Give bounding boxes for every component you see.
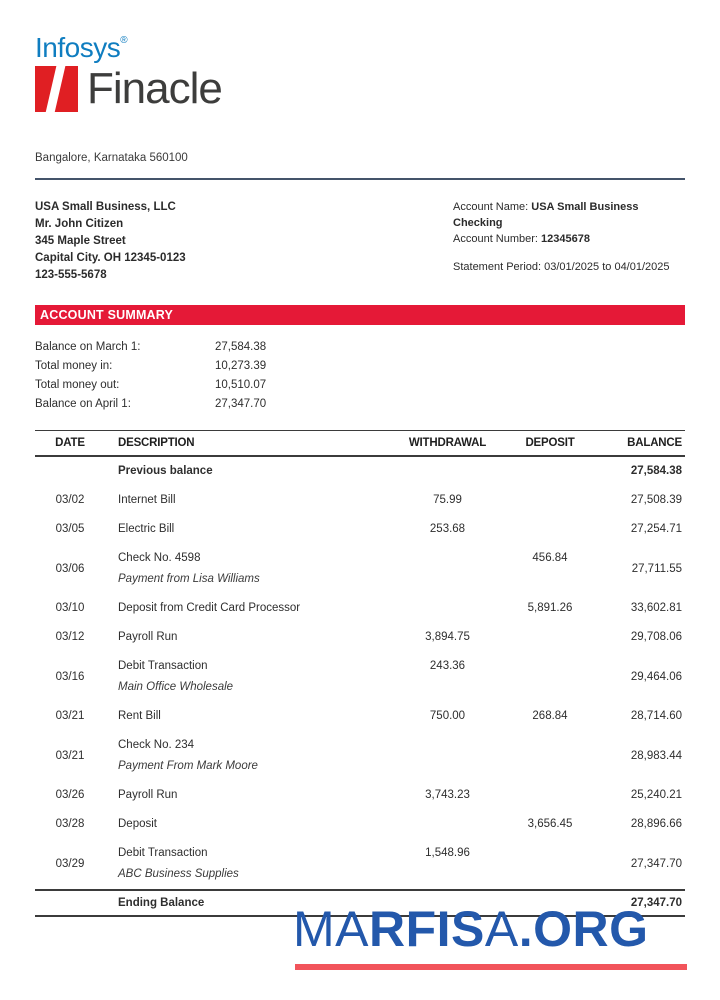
infosys-text: Infosys: [35, 32, 121, 63]
tx-description: [105, 551, 390, 587]
bank-address: Bangalore, Karnataka 560100: [35, 152, 188, 164]
tx-description-main: Internet Bill: [118, 494, 176, 506]
tx-description-sub: Payment From Mark Moore: [118, 760, 258, 772]
table-row: [35, 544, 685, 594]
previous-balance-label: Previous balance: [118, 465, 213, 477]
tx-description-sub: Payment from Lisa Williams: [118, 573, 260, 585]
table-row: [35, 652, 685, 702]
tx-description: [105, 630, 390, 645]
tx-deposit: 3,656.45: [527, 818, 573, 830]
customer-address-line: Capital City. OH 12345-0123: [35, 252, 186, 264]
tx-description: [105, 817, 390, 832]
tx-description: [105, 601, 390, 616]
tx-description: [105, 846, 390, 882]
summary-label: Total money in:: [35, 360, 113, 372]
table-row: [35, 623, 685, 652]
tx-date: 03/10: [55, 602, 85, 614]
statement-period-line: [453, 259, 685, 275]
tx-date: 03/16: [55, 670, 85, 683]
table-row: [35, 486, 685, 515]
ending-balance-amount: 27,347.70: [630, 897, 682, 909]
finacle-text: Finacle: [87, 64, 222, 113]
summary-row: [35, 357, 685, 376]
tx-description-main: Deposit from Credit Card Processor: [118, 602, 301, 614]
tx-balance: 28,896.66: [630, 818, 682, 830]
transactions-header-row: [35, 430, 685, 457]
table-row: [35, 781, 685, 810]
tx-date: 03/02: [55, 494, 85, 506]
tx-description-main: Check No. 234: [118, 739, 195, 751]
tx-withdrawal: 253.68: [429, 523, 466, 535]
tx-date: 03/28: [55, 818, 85, 830]
table-row: [35, 731, 685, 781]
tx-description-main: Payroll Run: [118, 789, 178, 801]
summary-row: [35, 376, 685, 395]
tx-date: 03/29: [55, 857, 85, 870]
info-row: [35, 199, 685, 284]
tx-balance: 25,240.21: [630, 789, 682, 801]
finacle-logo: [35, 26, 685, 112]
summary-value: 27,347.70: [215, 398, 267, 410]
summary-label: Total money out:: [35, 379, 120, 391]
previous-balance-row: [35, 457, 685, 486]
transactions-table: [35, 430, 685, 917]
table-row: [35, 839, 685, 889]
tx-balance: 33,602.81: [630, 602, 682, 614]
tx-description-main: Rent Bill: [118, 710, 161, 722]
tx-description-sub: ABC Business Supplies: [118, 868, 239, 880]
finacle-slash-shape: [45, 66, 66, 112]
tx-balance: 29,464.06: [630, 670, 682, 683]
table-row: [35, 594, 685, 623]
tx-withdrawal: 243.36: [429, 660, 466, 672]
table-row: [35, 515, 685, 544]
header-description: DESCRIPTION: [118, 437, 195, 449]
tx-balance: 28,983.44: [630, 749, 682, 762]
registered-trademark-icon: ®: [120, 35, 128, 46]
summary-value: 27,584.38: [215, 341, 267, 353]
account-number-line: [453, 231, 685, 247]
tx-deposit: 268.84: [532, 710, 568, 722]
tx-description: [105, 738, 390, 774]
header-withdrawal: WITHDRAWAL: [408, 437, 487, 449]
tx-date: 03/26: [55, 789, 85, 801]
tx-description-main: Payroll Run: [118, 631, 178, 643]
tx-withdrawal: 1,548.96: [425, 847, 470, 859]
tx-date: 03/21: [55, 710, 85, 722]
finacle-slash-icon: [35, 66, 78, 112]
tx-balance: 27,347.70: [630, 857, 682, 870]
tx-balance: 27,711.55: [631, 562, 682, 575]
tx-deposit: 5,891.26: [527, 602, 573, 614]
account-name-label: Account Name:: [453, 201, 532, 213]
previous-balance-deposit: [505, 464, 595, 479]
ending-balance-date: [35, 897, 105, 909]
table-row: [35, 702, 685, 731]
tx-description-main: Electric Bill: [118, 523, 175, 535]
previous-balance-withdrawal: [390, 464, 505, 479]
summary-value: 10,510.07: [215, 379, 267, 391]
tx-description: [105, 788, 390, 803]
tx-description-main: Deposit: [118, 818, 157, 830]
customer-address-line: USA Small Business, LLC: [35, 201, 176, 213]
account-number-label: Account Number:: [453, 233, 542, 245]
tx-description-main: Debit Transaction: [118, 847, 208, 859]
header-divider: [35, 178, 685, 180]
customer-address-block: [35, 199, 186, 284]
ending-balance-label: Ending Balance: [118, 897, 205, 909]
transaction-rows: [35, 486, 685, 889]
watermark-segment: RFIS: [369, 901, 485, 957]
summary-value: 10,273.39: [215, 360, 267, 372]
watermark-segment: A: [484, 901, 519, 957]
summary-row: [35, 395, 685, 414]
account-name-line: [453, 199, 685, 231]
tx-description: [105, 493, 390, 508]
tx-description-sub: Main Office Wholesale: [118, 681, 234, 693]
watermark-segment: .ORG: [518, 901, 649, 957]
statement-period-label: Statement Period:: [453, 261, 545, 273]
tx-description-main: Debit Transaction: [118, 660, 208, 672]
statement-content: [35, 0, 685, 917]
tx-withdrawal: 3,894.75: [425, 631, 470, 643]
tx-balance: 27,508.39: [630, 494, 682, 506]
tx-deposit: 456.84: [532, 552, 568, 564]
tx-description: [105, 522, 390, 537]
summary-label: Balance on April 1:: [35, 398, 131, 410]
tx-balance: 29,708.06: [630, 631, 682, 643]
statement-period-value: 03/01/2025 to 04/01/2025: [544, 261, 670, 273]
tx-withdrawal: 3,743.23: [425, 789, 470, 801]
account-info-block: [453, 199, 685, 284]
tx-balance: 28,714.60: [630, 710, 682, 722]
account-number-value: 12345678: [541, 233, 590, 245]
tx-withdrawal: 75.99: [433, 494, 462, 506]
marfisa-watermark: [293, 901, 649, 957]
table-row: [35, 810, 685, 839]
tx-date: 03/05: [55, 523, 85, 535]
summary-label: Balance on March 1:: [35, 341, 141, 353]
tx-description-main: Check No. 4598: [118, 552, 201, 564]
tx-description: [105, 659, 390, 695]
customer-address-line: Mr. John Citizen: [35, 218, 124, 230]
tx-date: 03/12: [55, 631, 85, 643]
watermark-underline: [295, 964, 687, 970]
finacle-wordmark-row: [35, 66, 685, 112]
header-deposit: DEPOSIT: [525, 437, 575, 449]
header-balance: BALANCE: [627, 437, 682, 449]
tx-description: [105, 709, 390, 724]
infosys-wordmark: [35, 26, 685, 63]
account-summary-table: [35, 338, 685, 414]
tx-withdrawal: 750.00: [429, 710, 466, 722]
customer-address-line: 123-555-5678: [35, 269, 107, 281]
header-date: DATE: [55, 437, 85, 449]
tx-date: 03/06: [55, 562, 85, 575]
watermark-segment: MA: [293, 901, 369, 957]
account-name-value: USA Small Business Checking: [453, 201, 639, 229]
summary-row: [35, 338, 685, 357]
account-summary-banner: ACCOUNT SUMMARY: [35, 305, 685, 325]
previous-balance-amount: 27,584.38: [630, 465, 682, 477]
tx-date: 03/21: [55, 749, 85, 762]
customer-address-line: 345 Maple Street: [35, 235, 126, 247]
tx-balance: 27,254.71: [630, 523, 682, 535]
